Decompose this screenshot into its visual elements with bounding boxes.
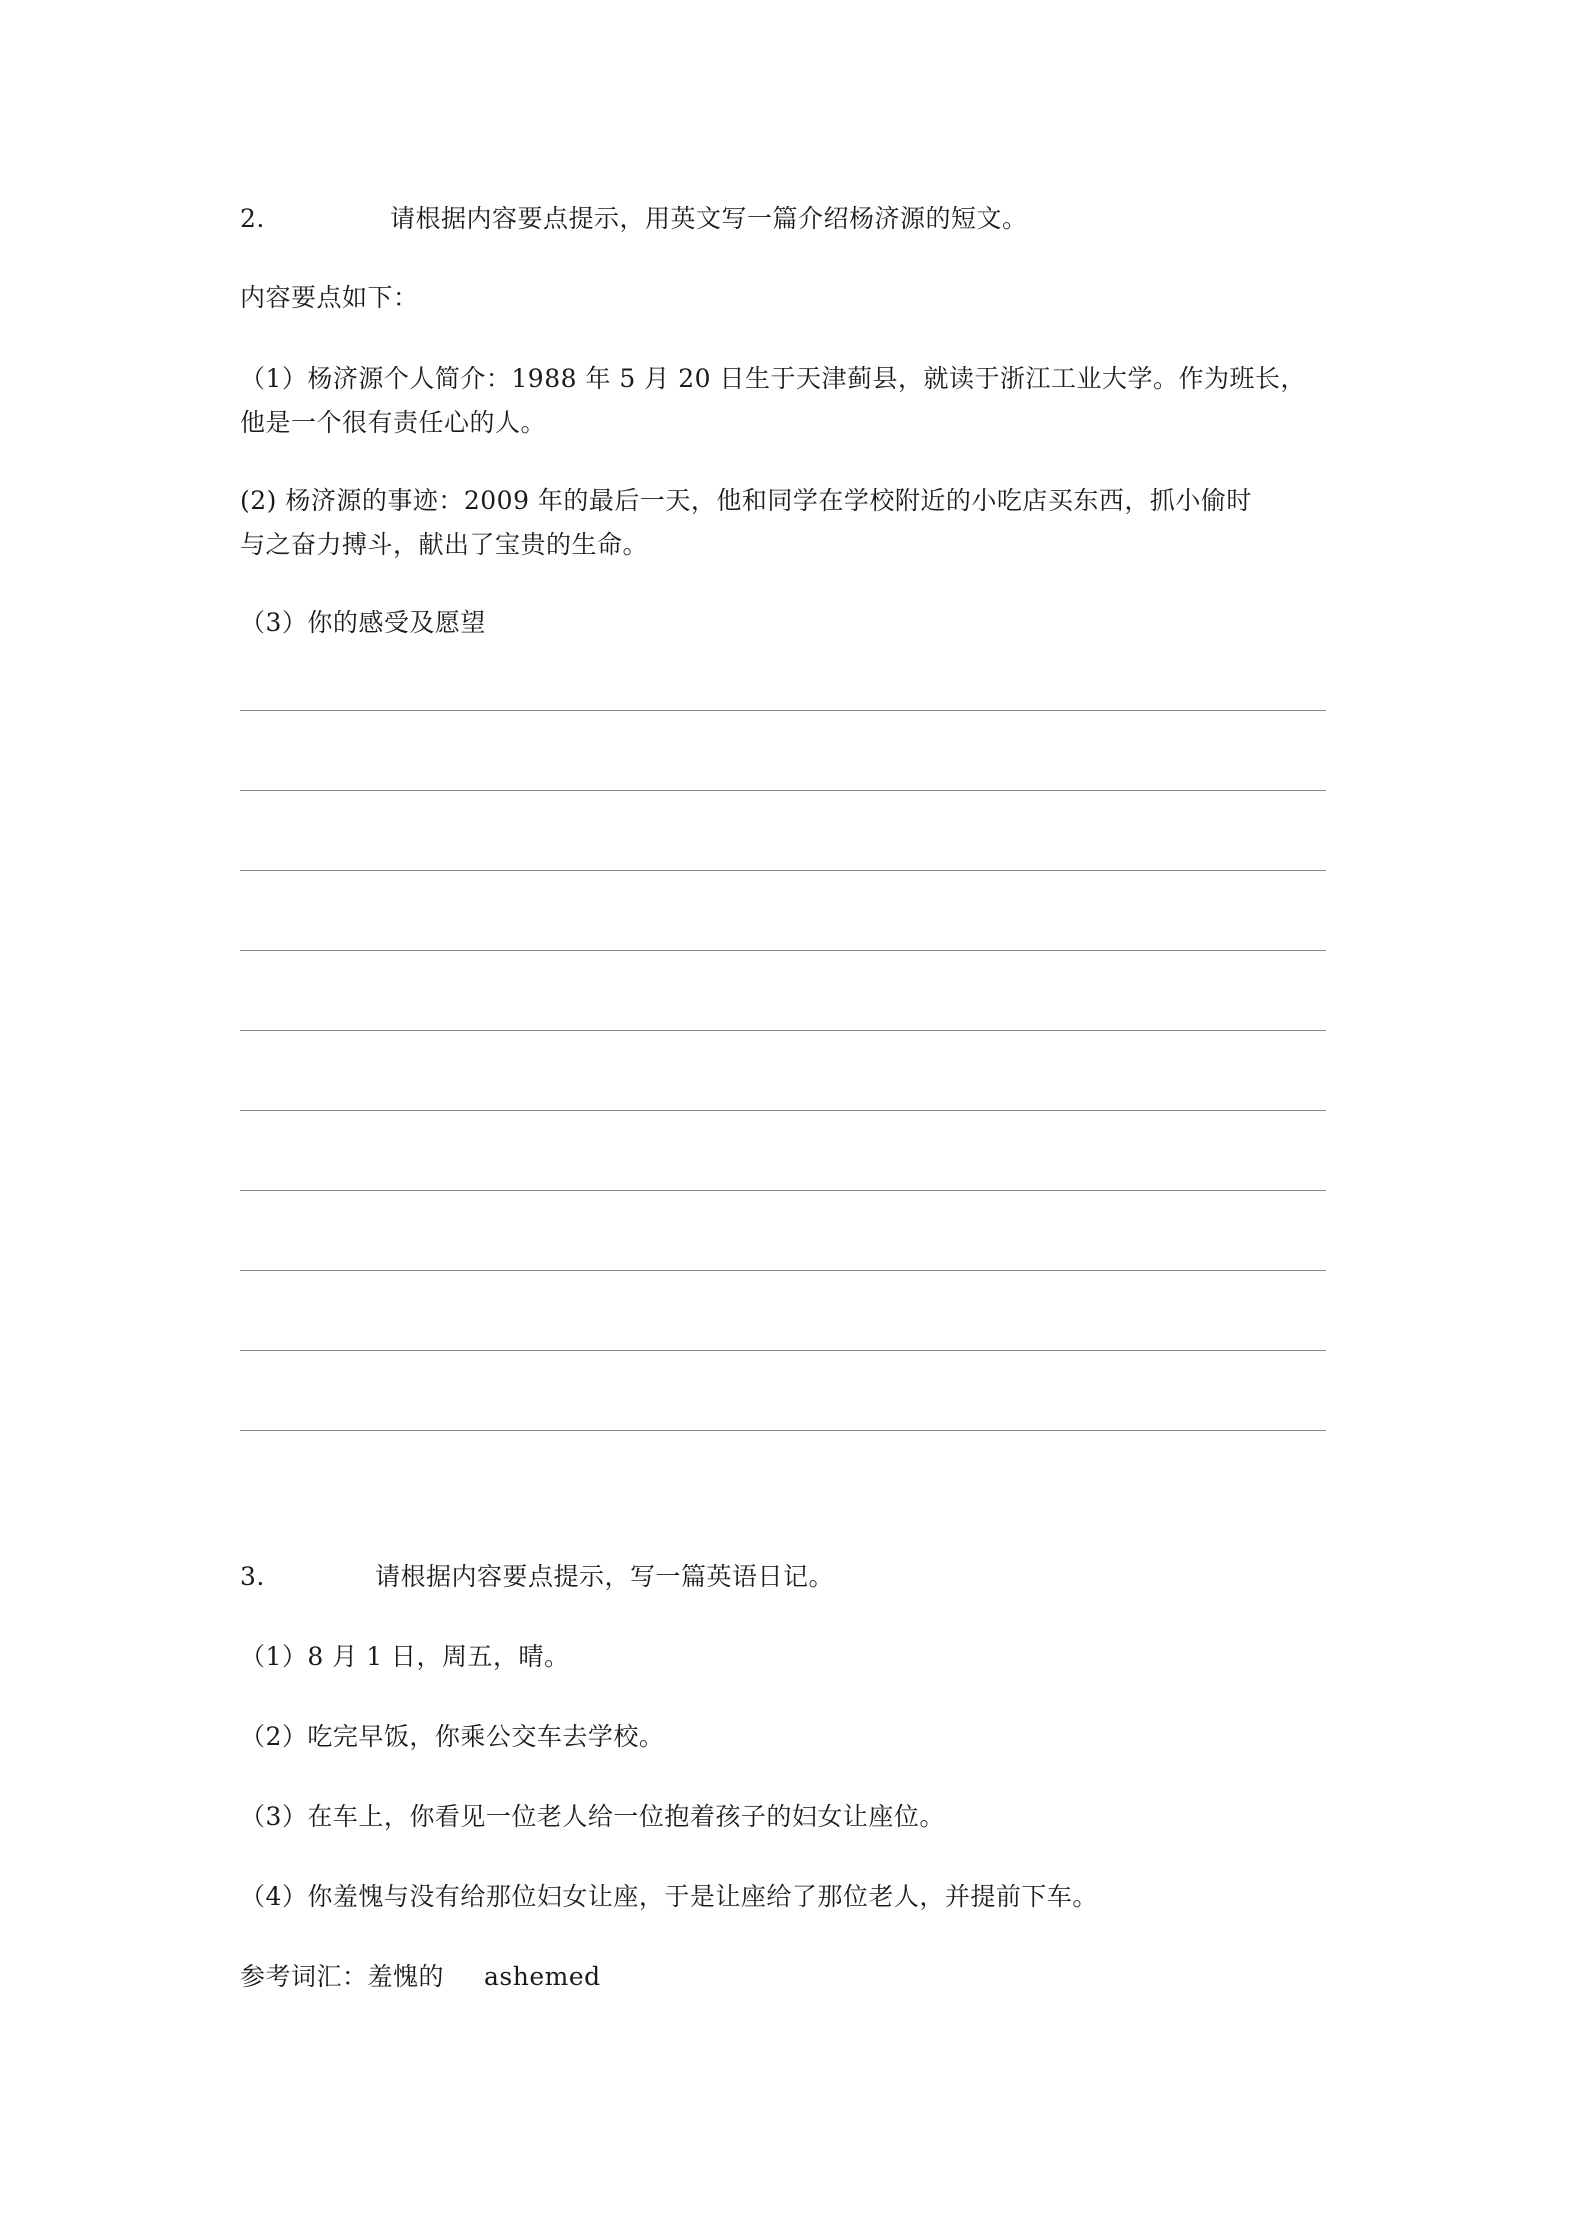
q3-point2: （2）吃完早饭，你乘公交车去学校。 xyxy=(240,1722,665,1751)
writing-line-6[interactable] xyxy=(240,1110,1326,1111)
q2-point2-line2: 与之奋力搏斗，献出了宝贵的生命。 xyxy=(240,530,649,559)
q3-vocab-line xyxy=(240,1956,601,1998)
q2-instruction: 请根据内容要点提示，用英文写一篇介绍杨济源的短文。 xyxy=(390,204,1028,233)
q3-point4: （4）你羞愧与没有给那位妇女让座，于是让座给了那位老人，并提前下车。 xyxy=(240,1882,1098,1911)
q3-number: 3. xyxy=(240,1562,265,1591)
writing-line-3[interactable] xyxy=(240,870,1326,871)
writing-line-9[interactable] xyxy=(240,1350,1326,1351)
q3-vocab-word: ashemed xyxy=(484,1962,601,1991)
writing-line-10[interactable] xyxy=(240,1430,1326,1431)
writing-line-5[interactable] xyxy=(240,1030,1326,1031)
writing-line-2[interactable] xyxy=(240,790,1326,791)
q3-point3: （3）在车上，你看见一位老人给一位抱着孩子的妇女让座位。 xyxy=(240,1802,945,1831)
q3-instruction: 请根据内容要点提示，写一篇英语日记。 xyxy=(375,1562,835,1591)
writing-line-4[interactable] xyxy=(240,950,1326,951)
q3-vocab-label: 参考词汇：羞愧的 xyxy=(240,1962,445,1991)
q2-instruction-line xyxy=(240,198,1028,240)
q2-point2-line1: (2) 杨济源的事迹：2009 年的最后一天，他和同学在学校附近的小吃店买东西，抓小偷时 xyxy=(240,486,1252,515)
writing-line-7[interactable] xyxy=(240,1190,1326,1191)
q2-number: 2. xyxy=(240,204,265,233)
q3-point1: （1）8 月 1 日，周五，晴。 xyxy=(240,1642,570,1671)
q2-points-heading: 内容要点如下： xyxy=(240,283,419,312)
q2-point1-line2: 他是一个很有责任心的人。 xyxy=(240,408,547,437)
q2-point3: （3）你的感受及愿望 xyxy=(240,608,486,637)
q3-instruction-line xyxy=(240,1556,834,1598)
q2-point1-line1: （1）杨济源个人简介：1988 年 5 月 20 日生于天津蓟县，就读于浙江工业大学。作为班长， xyxy=(240,364,1306,393)
writing-line-8[interactable] xyxy=(240,1270,1326,1271)
writing-line-1[interactable] xyxy=(240,710,1326,711)
